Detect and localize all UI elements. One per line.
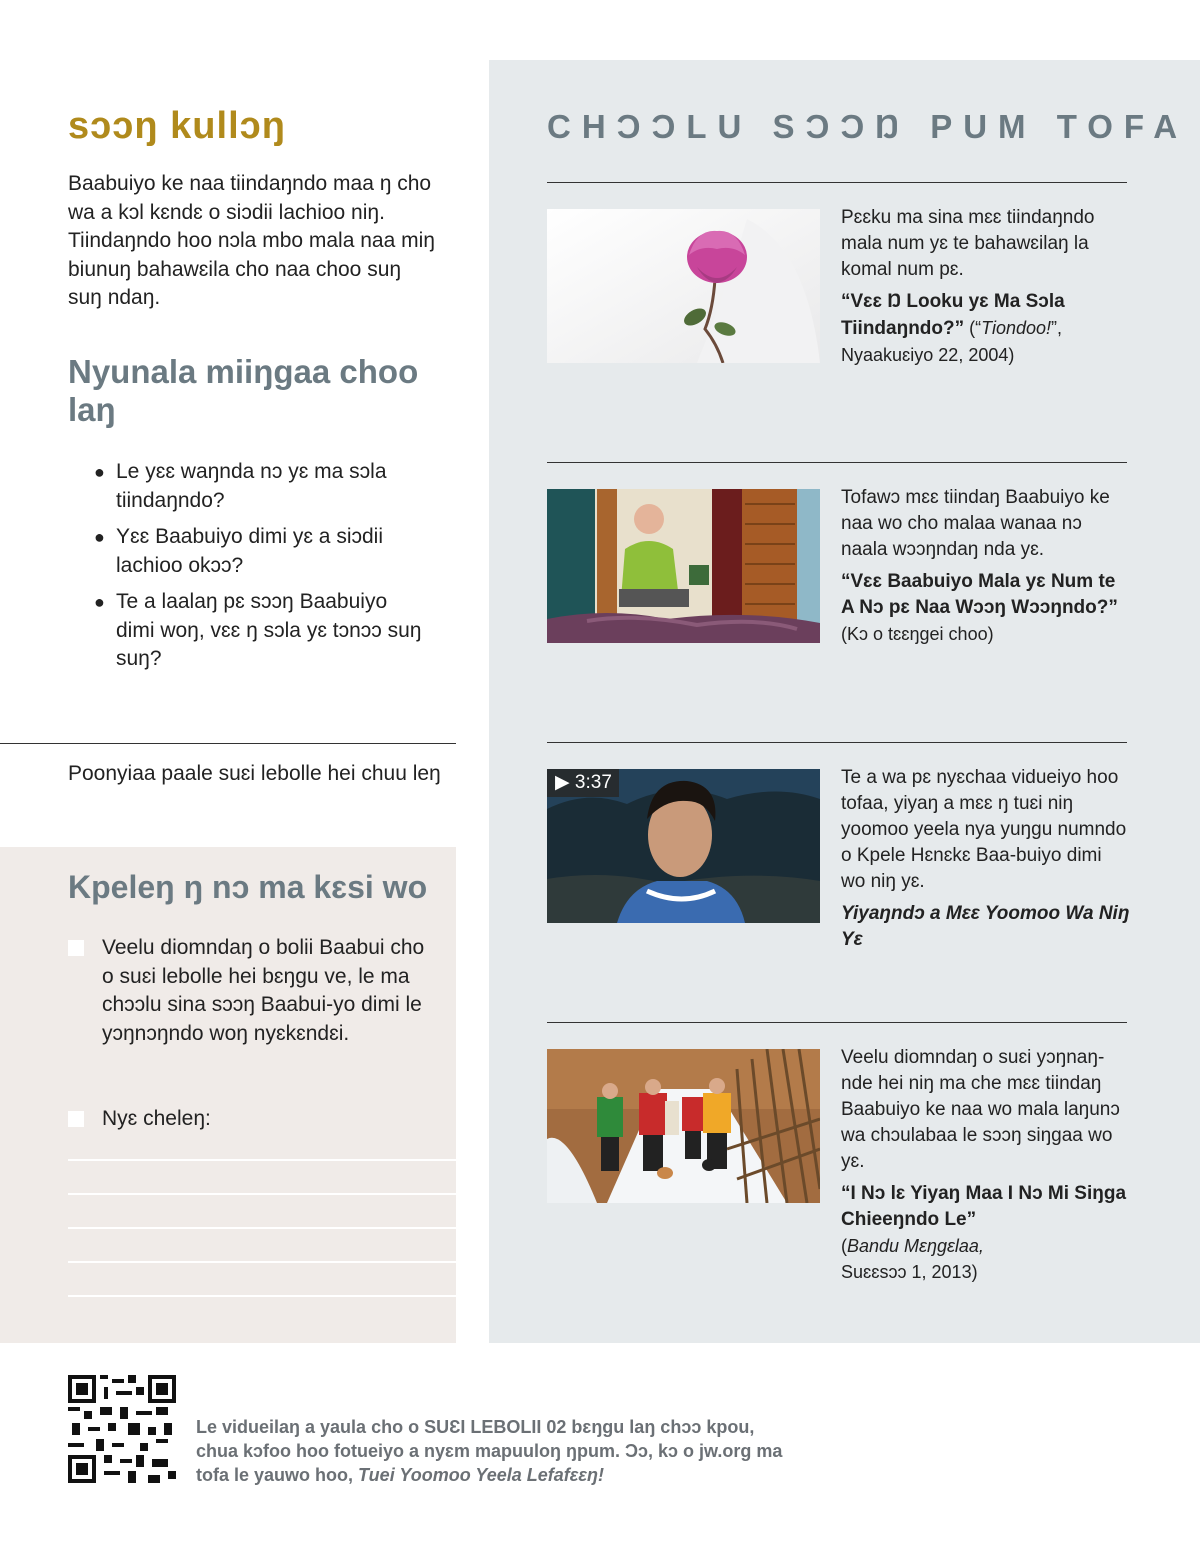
question-item: ● Te a laalaŋ pɛ sɔɔŋ Baabuiyo dimi woŋ, vɛɛ ŋ sɔla yɛ tɔnɔɔ suŋ suŋ? bbox=[94, 590, 422, 670]
divider bbox=[547, 742, 1127, 743]
explore-title: CHƆƆLU SƆƆŊ PUM TOFA bbox=[547, 108, 1189, 145]
goal-item-text: Nyɛ cheleŋ: bbox=[102, 1107, 211, 1130]
writing-line[interactable] bbox=[68, 1193, 456, 1195]
divider bbox=[547, 182, 1127, 183]
video-thumbnail[interactable] bbox=[547, 769, 820, 923]
checkbox[interactable] bbox=[68, 940, 84, 956]
goal-checkbox-item[interactable] bbox=[68, 1105, 438, 1134]
bullet-icon: ● bbox=[94, 462, 105, 482]
goal-panel bbox=[0, 847, 456, 1343]
resource-text: Tofawɔ mɛɛ tiindaŋ Baabuiyo ke naa wo cho malaa wanaa nɔ naala wɔɔŋndaŋ nda yɛ. “Vɛɛ Baabuiyo Mala yɛ Num te A Nɔ pɛ Naa Wɔɔŋ Wɔɔŋndo?” (Kɔ o tɛɛŋgei choo) bbox=[841, 485, 1131, 647]
resource-title-link[interactable]: “Vɛɛ Ŋ Looku yɛ Ma Sɔla Tiindaŋndo?” bbox=[841, 291, 1065, 339]
resource-text: Veelu diomndaŋ o suɛi yɔŋnaŋ-nde hei niŋ ma che mɛɛ tiindaŋ Baabuiyo ke naa wo mala laŋunɔ wa chɔulabaa le sɔɔŋ siŋgaa wo yɛ. “I Nɔ lɛ Yiyaŋ Maa I Nɔ Mi Siŋga Chieeŋndo Le” (Bandu Mɛŋgɛlaa, Suɛɛsɔɔ 1, 2013) bbox=[841, 1045, 1131, 1285]
play-icon: ▶ bbox=[555, 772, 570, 793]
questions-title: Nyunala miiŋgaa choo laŋ bbox=[68, 353, 419, 428]
summary-title: sɔɔŋ kullɔŋ bbox=[68, 105, 286, 147]
question-list bbox=[94, 458, 424, 682]
more-text: Poonyiaa paale suɛi lebolle hei chuu leŋ bbox=[68, 762, 441, 785]
qr-code-icon[interactable] bbox=[68, 1375, 176, 1483]
divider bbox=[547, 462, 1127, 463]
question-item: ● Yɛɛ Baabuiyo dimi yɛ a siɔdii lachioo okɔɔ? bbox=[94, 525, 383, 577]
resource-title-link[interactable]: Yiyaŋndɔ a Mɛɛ Yoomoo Wa Niŋ Yɛ bbox=[841, 903, 1130, 950]
family-snow-image[interactable] bbox=[547, 1049, 820, 1203]
divider bbox=[0, 743, 456, 744]
checkbox[interactable] bbox=[68, 1111, 84, 1127]
resource-title-link[interactable]: “I Nɔ lɛ Yiyaŋ Maa I Nɔ Mi Siŋga Chieeŋndo Le” bbox=[841, 1183, 1127, 1230]
resource-text: Te a wa pɛ nyɛchaa vidueiyo hoo tofaa, yiyaŋ a mɛɛ ŋ tuɛi niŋ yoomoo yeela nya yuŋgu numndo o Kpele Hɛnɛkɛ Baa-buiyo dimi wo niŋ yɛ. Yiyaŋndɔ a Mɛɛ Yoomoo Wa Niŋ Yɛ bbox=[841, 765, 1131, 953]
bullet-icon: ● bbox=[94, 527, 105, 547]
summary-text: Baabuiyo ke naa tiindaŋndo maa ŋ cho wa a kɔl kɛndɛ o siɔdii lachioo niŋ. Tiindaŋndo hoo nɔla mbo mala naa miŋ biunuŋ bahawɛila cho naa choo suŋ suŋ ndaŋ. bbox=[68, 172, 435, 309]
question-item: ● Le yɛɛ waŋnda nɔ yɛ ma sɔla tiindaŋndo? bbox=[94, 460, 387, 512]
writing-line[interactable] bbox=[68, 1295, 456, 1297]
goal-checkbox-item[interactable] bbox=[68, 934, 438, 1048]
flower-image[interactable] bbox=[547, 209, 820, 363]
goal-title: Kpeleŋ ŋ nɔ ma kɛsi wo bbox=[68, 869, 428, 905]
divider bbox=[547, 1022, 1127, 1023]
resource-title-link[interactable]: “Vɛɛ Baabuiyo Mala yɛ Num te A Nɔ pɛ Naa Wɔɔŋ Wɔɔŋndo?” bbox=[841, 571, 1118, 618]
writing-line[interactable] bbox=[68, 1261, 456, 1263]
video-duration-badge: ▶ 3:37 bbox=[547, 769, 619, 797]
footer-text: Le vidueilaŋ a yaula cho o SUƐI LEBOLII 02 bɛŋgu laŋ chɔɔ kpou, chua kɔfoo hoo fotueiyo a nyɛm mapuuloŋ ŋpum. Ɔɔ, kɔ o jw.org ma tofa le yauwo hoo, Tuei Yoomoo Yeela Lefafɛɛŋ! bbox=[196, 1417, 783, 1485]
resource-text: Pɛɛku ma sina mɛɛ tiindaŋndo mala num yɛ te bahawɛilaŋ la komal num pɛ. “Vɛɛ Ŋ Looku yɛ Ma Sɔla Tiindaŋndo?” (“Tiondoo!”, Nyaakuɛiyo 22, 2004) bbox=[841, 207, 1095, 365]
goal-item-text: Veelu diomndaŋ o bolii Baabui cho o suɛi lebolle hei bɛŋgu ve, le ma chɔɔlu sina sɔɔŋ Baabui-yo dimi le yɔŋnɔŋndo woŋ nyɛkɛndɛi. bbox=[102, 936, 425, 1045]
writing-line[interactable] bbox=[68, 1227, 456, 1229]
man-window-image[interactable] bbox=[547, 489, 820, 643]
writing-line[interactable] bbox=[68, 1159, 456, 1161]
bullet-icon: ● bbox=[94, 592, 105, 612]
